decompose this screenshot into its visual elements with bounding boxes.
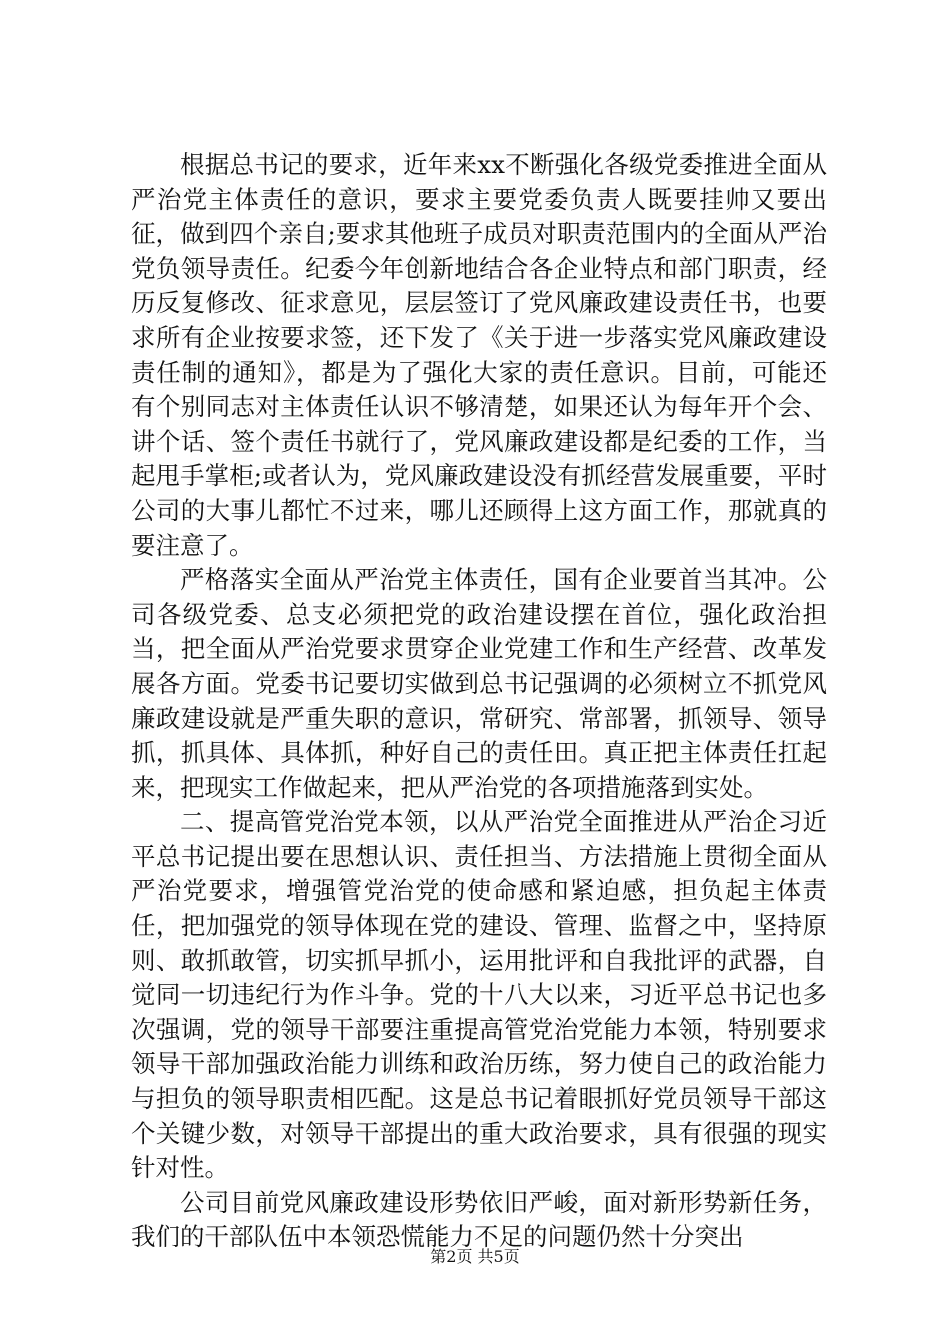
- paragraph-1: 根据总书记的要求，近年来xx不断强化各级党委推进全面从严治党主体责任的意识，要求主要党委负责人既要挂帅又要出征，做到四个亲自;要求其他班子成员对职责范围内的全面从严治党负领导责任。纪委今年创新地结合各企业特点和部门职责，经历反复修改、征求意见，层层签订了党风廉政建设责任书，也要求所有企业按要求签，还下发了《关于进一步落实党风廉政建设责任制的通知》，都是为了强化大家的责任意识。目前，可能还有个别同志对主体责任认识不够清楚，如果还认为每年开个会、讲个话、签个责任书就行了，党风廉政建设都是纪委的工作，当起甩手掌柜;或者认为，党风廉政建设没有抓经营发展重要，平时公司的大事儿都忙不过来，哪儿还顾得上这方面工作，那就真的要注意了。: [131, 150, 827, 560]
- document-body: [131, 148, 827, 1255]
- page-footer: 第2页 共5页: [430, 1247, 520, 1266]
- paragraph-3: 二、提高管党治党本领，以从严治党全面推进从严治企习近平总书记提出要在思想认识、责任担当、方法措施上贯彻全面从严治党要求，增强管党治党的使命感和紧迫感，担负起主体责任，把加强党的领导体现在党的建设、管理、监督之中，坚持原则、敢抓敢管，切实抓早抓小，运用批评和自我批评的武器，自觉同一切违纪行为作斗争。党的十八大以来，习近平总书记也多次强调，党的领导干部要注重提高管党治党能力本领，特别要求领导干部加强政治能力训练和政治历练，努力使自己的政治能力与担负的领导职责相匹配。这是总书记着眼抓好党员领导干部这个关键少数，对领导干部提出的重大政治要求，具有很强的现实针对性。: [131, 807, 827, 1183]
- paragraph-4: 公司目前党风廉政建设形势依旧严峻，面对新形势新任务，我们的干部队伍中本领恐慌能力不足的问题仍然十分突出: [131, 1187, 827, 1252]
- paragraph-2: 严格落实全面从严治党主体责任，国有企业要首当其冲。公司各级党委、总支必须把党的政治建设摆在首位，强化政治担当，把全面从严治党要求贯穿企业党建工作和生产经营、改革发展各方面。党委书记要切实做到总书记强调的必须树立不抓党风廉政建设就是严重失职的意识，常研究、常部署，抓领导、领导抓，抓具体、具体抓，种好自己的责任田。真正把主体责任扛起来，把现实工作做起来，把从严治党的各项措施落到实处。: [131, 565, 827, 802]
